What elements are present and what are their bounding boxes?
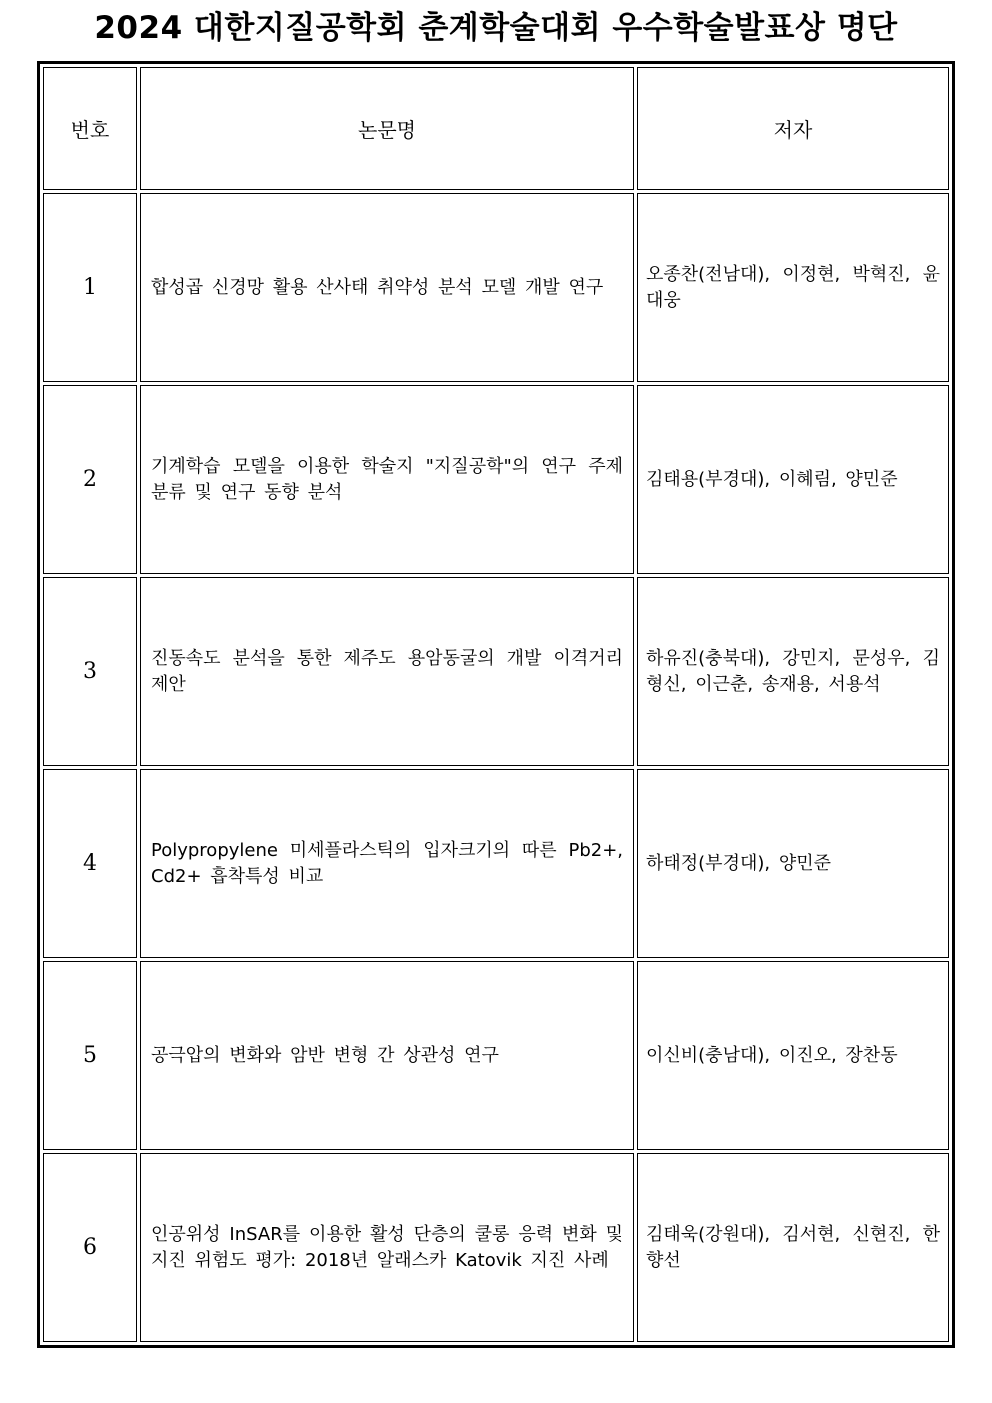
table-row (43, 193, 949, 382)
table-row (43, 385, 949, 574)
row-number: 1 (43, 193, 137, 382)
header-number: 번호 (43, 67, 137, 190)
table-row (43, 577, 949, 766)
table-row (43, 961, 949, 1150)
paper-authors: 이신비(충남대), 이진오, 장찬동 (637, 961, 949, 1150)
header-paper: 논문명 (140, 67, 634, 190)
row-number: 3 (43, 577, 137, 766)
paper-authors: 하유진(충북대), 강민지, 문성우, 김형신, 이근춘, 송재용, 서용석 (637, 577, 949, 766)
paper-authors: 하태정(부경대), 양민준 (637, 769, 949, 958)
paper-title: 합성곱 신경망 활용 산사태 취약성 분석 모델 개발 연구 (140, 193, 634, 382)
row-number: 5 (43, 961, 137, 1150)
table-row (43, 1153, 949, 1342)
row-number: 4 (43, 769, 137, 958)
awards-table-frame (37, 61, 955, 1348)
row-number: 6 (43, 1153, 137, 1342)
paper-title: 진동속도 분석을 통한 제주도 용암동굴의 개발 이격거리 제안 (140, 577, 634, 766)
table-header-row (43, 67, 949, 190)
paper-title: 공극압의 변화와 암반 변형 간 상관성 연구 (140, 961, 634, 1150)
paper-authors: 김태욱(강원대), 김서현, 신현진, 한향선 (637, 1153, 949, 1342)
paper-authors: 오종찬(전남대), 이정현, 박혁진, 윤대웅 (637, 193, 949, 382)
paper-title: 기계학습 모델을 이용한 학술지 "지질공학"의 연구 주제 분류 및 연구 동향 분석 (140, 385, 634, 574)
header-authors: 저자 (637, 67, 949, 190)
paper-title: 인공위성 InSAR를 이용한 활성 단층의 쿨롱 응력 변화 및 지진 위험도 평가: 2018년 알래스카 Katovik 지진 사례 (140, 1153, 634, 1342)
paper-authors: 김태용(부경대), 이혜림, 양민준 (637, 385, 949, 574)
awards-table (40, 64, 952, 1345)
table-row (43, 769, 949, 958)
paper-title: Polypropylene 미세플라스틱의 입자크기의 따른 Pb2+, Cd2+ 흡착특성 비교 (140, 769, 634, 958)
page-title: 2024 대한지질공학회 춘계학술대회 우수학술발표상 명단 (94, 10, 898, 46)
row-number: 2 (43, 385, 137, 574)
